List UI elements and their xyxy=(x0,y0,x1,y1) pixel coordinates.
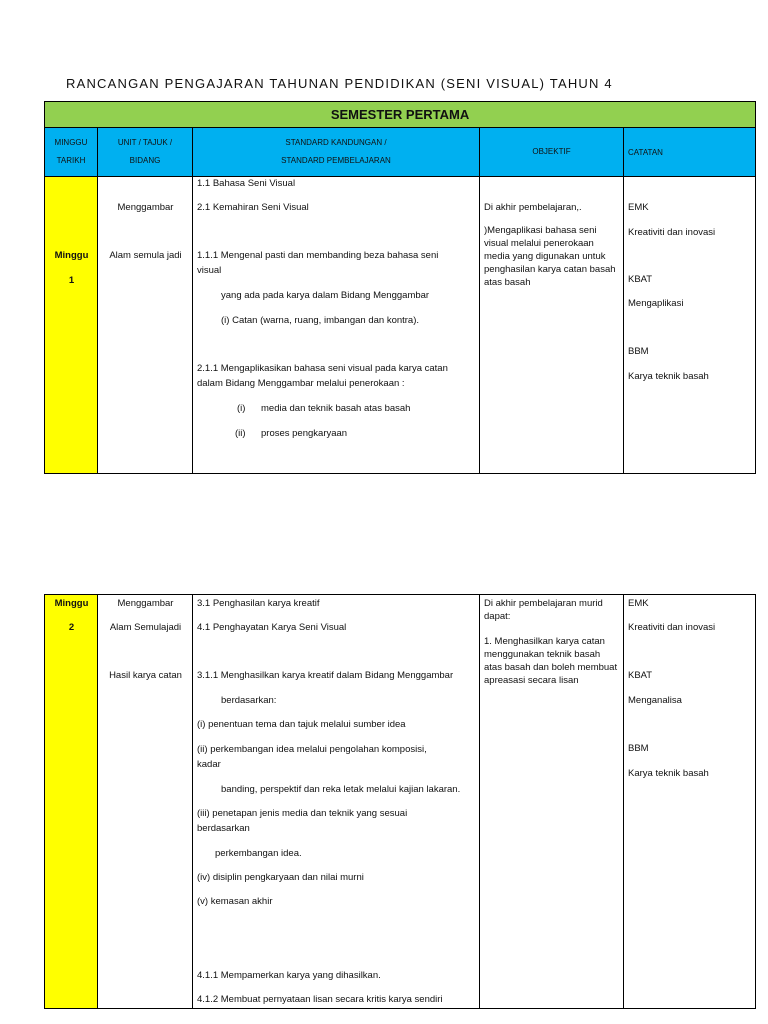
standard-line: visual xyxy=(197,265,222,276)
semester-heading: SEMESTER PERTAMA xyxy=(45,102,756,128)
catatan-line: EMK xyxy=(628,202,649,213)
catatan-line: KBAT xyxy=(628,670,653,681)
standard-cell xyxy=(193,595,480,1009)
week-cell xyxy=(45,177,98,474)
catatan-line: Menganalisa xyxy=(628,695,682,706)
unit-cell xyxy=(98,595,193,1009)
document-title: RANCANGAN PENGAJARAN TAHUNAN PENDIDIKAN (SENI VISUAL) TAHUN 4 xyxy=(66,76,613,91)
standard-line: 2.1.1 Mengaplikasikan bahasa seni visual pada karya catan xyxy=(197,363,448,374)
standard-cell xyxy=(193,177,480,474)
unit-line: Menggambar xyxy=(117,202,174,213)
standard-line: proses pengkaryaan xyxy=(261,428,348,439)
week-label: Minggu xyxy=(54,250,89,261)
standard-line: media dan teknik basah atas basah xyxy=(261,403,411,414)
standard-line: 1.1.1 Mengenal pasti dan membanding beza bahasa seni xyxy=(197,250,439,261)
standard-line: (i) penentuan tema dan tajuk melalui sumber idea xyxy=(197,719,406,730)
standard-line: kadar xyxy=(197,759,221,770)
week-label: Minggu xyxy=(54,598,89,609)
standard-line: (i) xyxy=(237,403,246,414)
unit-cell xyxy=(98,177,193,474)
week-number: 1 xyxy=(68,275,75,286)
header-objektif: OBJEKTIF xyxy=(480,128,624,177)
catatan-line: BBM xyxy=(628,743,649,754)
unit-line: Alam Semulajadi xyxy=(109,622,182,633)
standard-line: (i) Catan (warna, ruang, imbangan dan kontra). xyxy=(221,315,420,326)
header-minggu-tarikh: MINGGU TARIKH xyxy=(45,128,98,177)
catatan-line: KBAT xyxy=(628,274,653,285)
catatan-line: Kreativiti dan inovasi xyxy=(628,227,716,238)
objektif-cell xyxy=(480,595,624,1009)
catatan-line: Karya teknik basah xyxy=(628,371,709,382)
objektif-cell xyxy=(480,177,624,474)
header-unit: UNIT / TAJUK / BIDANG xyxy=(98,128,193,177)
week-number: 2 xyxy=(68,622,75,633)
catatan-line: Karya teknik basah xyxy=(628,768,709,779)
unit-line: Menggambar xyxy=(117,598,174,609)
standard-line: 4.1.2 Membuat pernyataan lisan secara kritis karya sendiri xyxy=(197,994,443,1005)
catatan-line: BBM xyxy=(628,346,649,357)
standard-line: yang ada pada karya dalam Bidang Menggambar xyxy=(221,290,430,301)
catatan-line: Kreativiti dan inovasi xyxy=(628,622,716,633)
standard-line: berdasarkan xyxy=(197,823,250,834)
header-standard: STANDARD KANDUNGAN / STANDARD PEMBELAJARAN xyxy=(193,128,480,177)
objektif-line: Di akhir pembelajaran,. xyxy=(484,202,582,213)
standard-line: 2.1 Kemahiran Seni Visual xyxy=(197,202,309,213)
objektif-line: )Mengaplikasi bahasa seni visual melalui penerokaan media yang digunakan untuk penghasilan karya catan basah atas basah xyxy=(484,225,616,288)
header-catatan: CATATAN xyxy=(624,128,756,177)
catatan-line: EMK xyxy=(628,598,649,609)
standard-line: 4.1.1 Mempamerkan karya yang dihasilkan. xyxy=(197,970,381,981)
unit-line: Alam semula jadi xyxy=(109,250,182,261)
objektif-line: 1. Menghasilkan karya catan menggunakan teknik basah atas basah dan boleh membuat apreasasi secara lisan xyxy=(484,636,618,686)
standard-line: (v) kemasan akhir xyxy=(197,896,273,907)
standard-line: dalam Bidang Menggambar melalui penerokaan : xyxy=(197,378,405,389)
standard-line: (ii) perkembangan idea melalui pengolahan komposisi, xyxy=(197,744,427,755)
objektif-line: Di akhir pembelajaran murid dapat: xyxy=(484,598,603,622)
standard-line: 3.1 Penghasilan karya kreatif xyxy=(197,598,320,609)
unit-line: Hasil karya catan xyxy=(109,670,182,681)
standard-line: berdasarkan: xyxy=(221,695,277,706)
plan-table-week-1 xyxy=(44,101,756,474)
catatan-cell xyxy=(624,177,756,474)
standard-line: (iii) penetapan jenis media dan teknik yang sesuai xyxy=(197,808,408,819)
plan-table-week-2 xyxy=(44,594,756,1009)
standard-line: (ii) xyxy=(235,428,246,439)
standard-line: 3.1.1 Menghasilkan karya kreatif dalam Bidang Menggambar xyxy=(197,670,454,681)
week-cell xyxy=(45,595,98,1009)
standard-line: 4.1 Penghayatan Karya Seni Visual xyxy=(197,622,347,633)
catatan-line: Mengaplikasi xyxy=(628,298,684,309)
standard-line: (iv) disiplin pengkaryaan dan nilai murni xyxy=(197,872,364,883)
standard-line: 1.1 Bahasa Seni Visual xyxy=(197,178,296,189)
standard-line: perkembangan idea. xyxy=(215,848,302,859)
standard-line: banding, perspektif dan reka letak melalui kajian lakaran. xyxy=(221,784,461,795)
catatan-cell xyxy=(624,595,756,1009)
